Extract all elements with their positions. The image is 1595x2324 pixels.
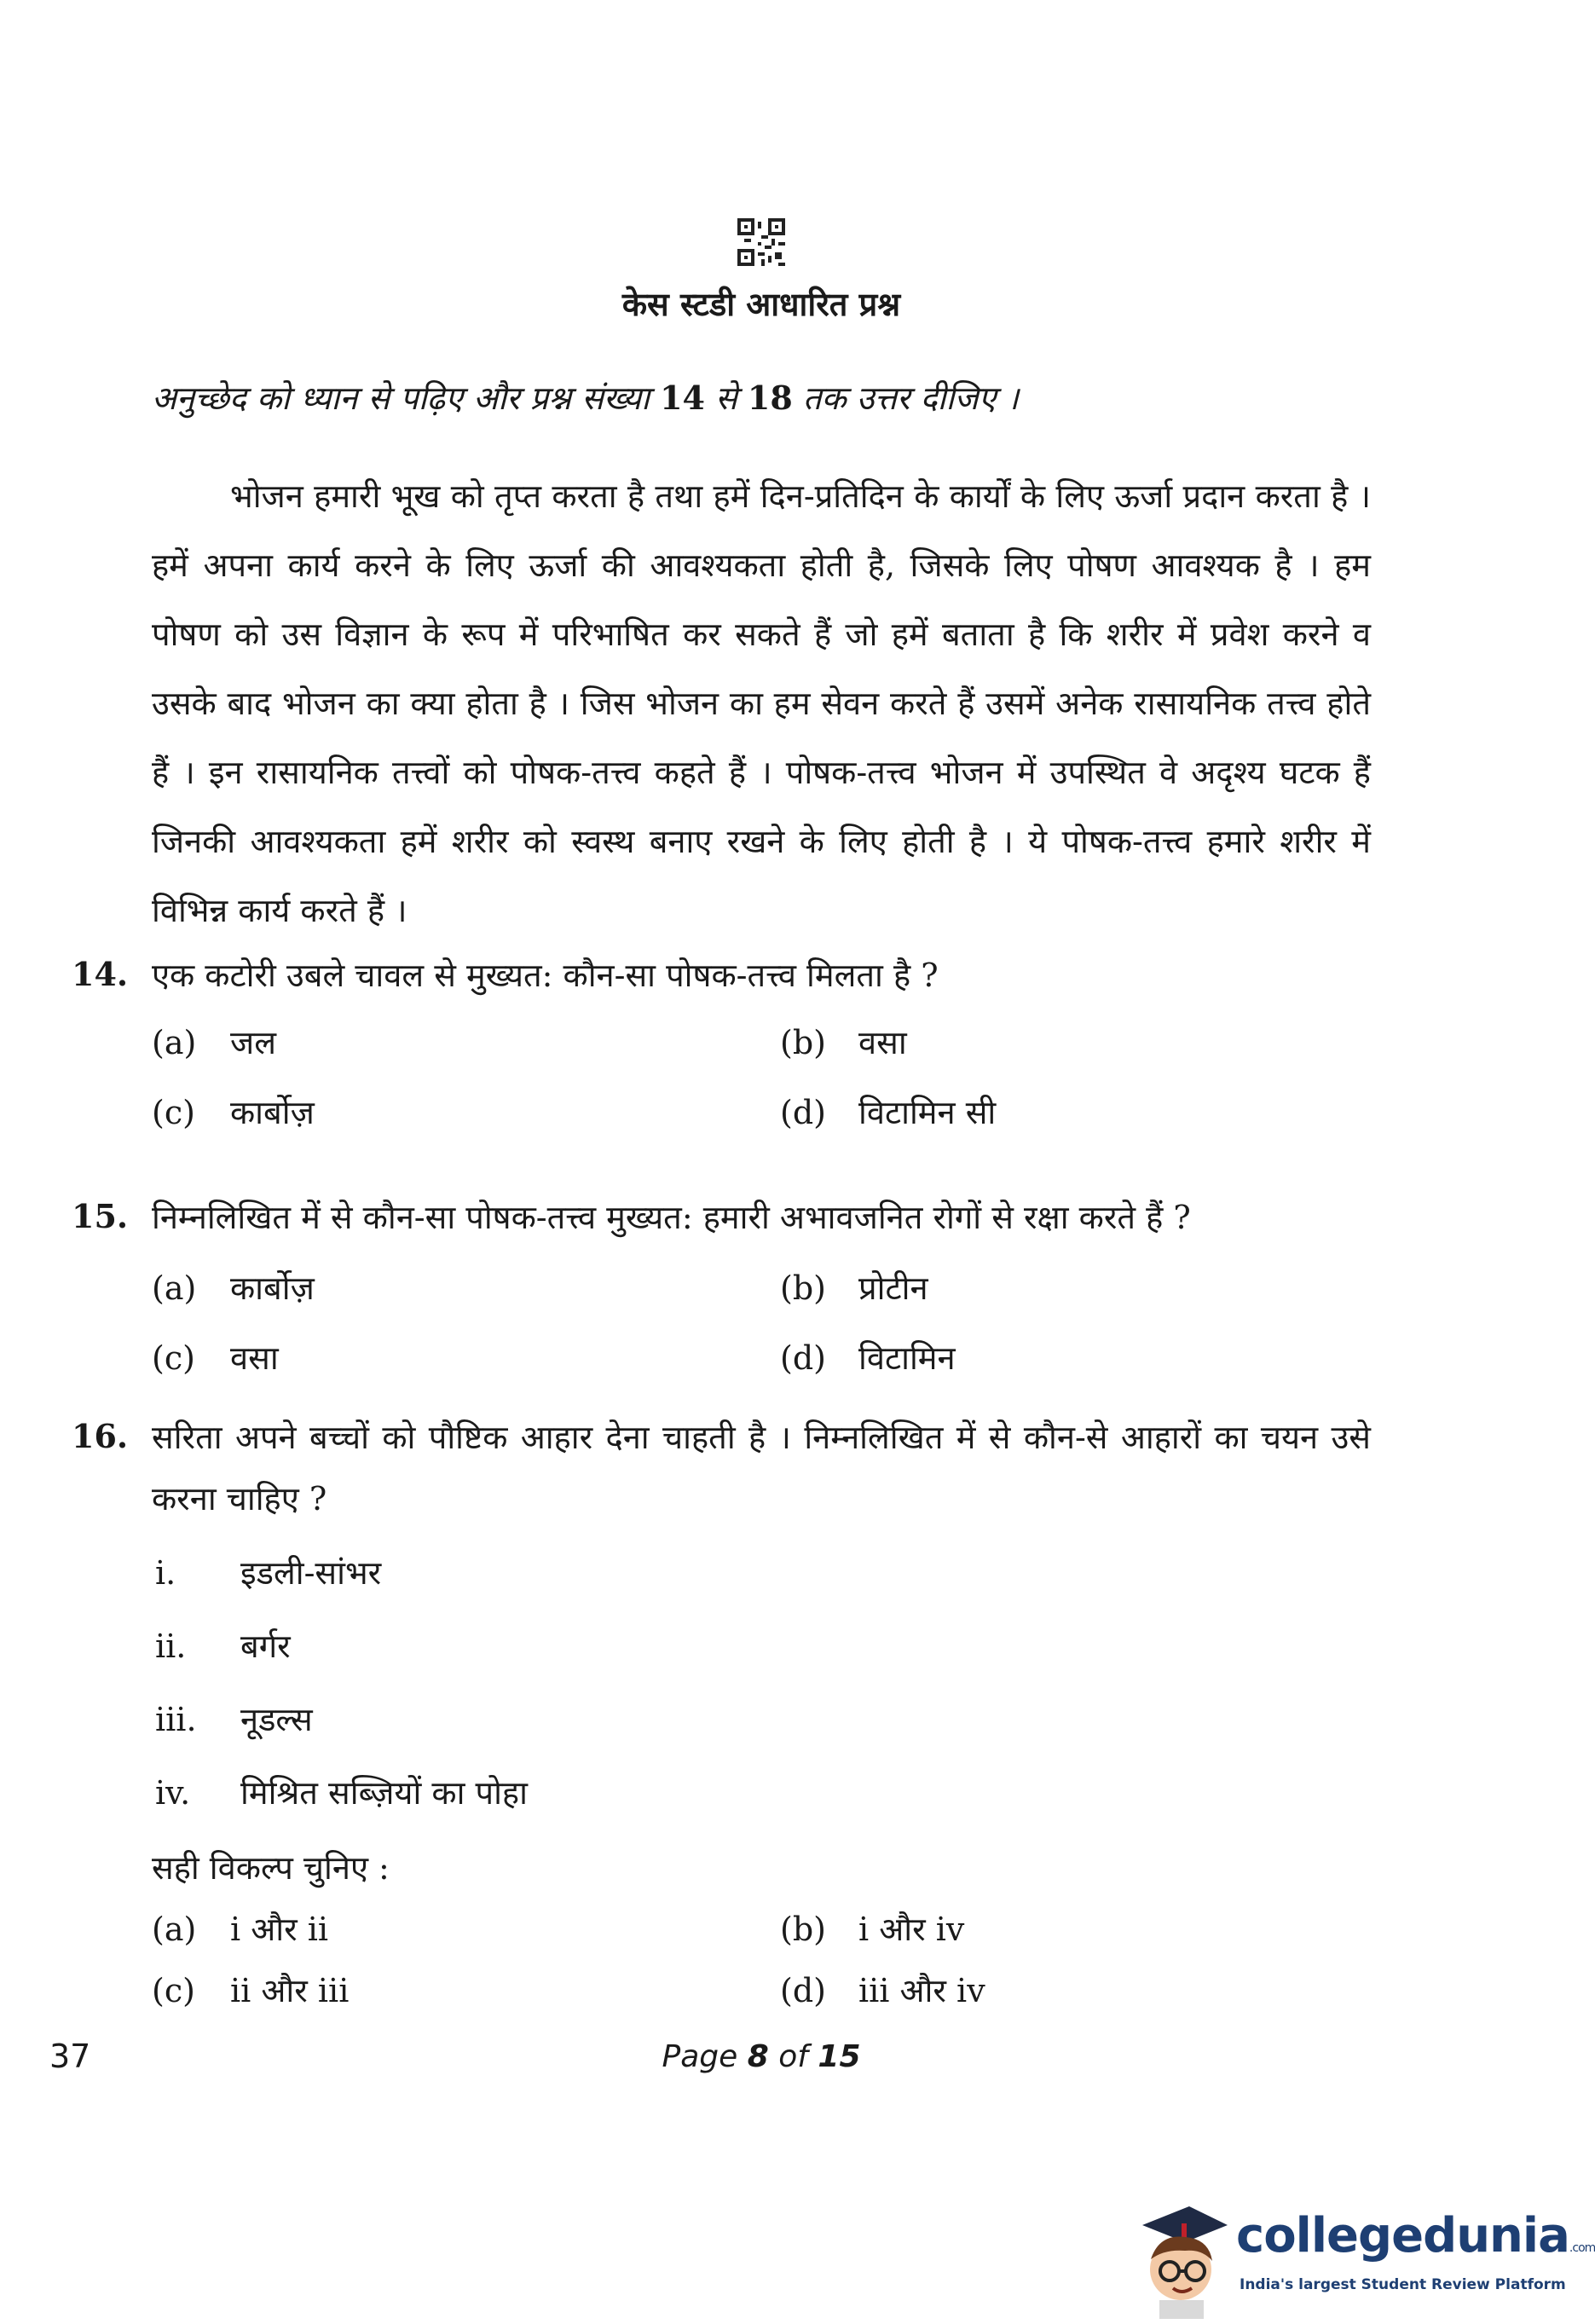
item-label: iv.	[155, 1774, 191, 1812]
option-label: (b)	[780, 1269, 826, 1307]
question-16-option-a[interactable]	[152, 1906, 328, 1951]
question-15-number: 15.	[72, 1197, 129, 1235]
list-item	[155, 1623, 291, 1668]
page-word: Page	[662, 2039, 738, 2074]
option-text: iii और iv	[858, 1972, 985, 2009]
option-text: जल	[230, 1024, 276, 1061]
question-14-option-c[interactable]	[152, 1090, 315, 1134]
option-text: वसा	[858, 1024, 907, 1061]
question-15-option-b[interactable]	[780, 1265, 928, 1309]
question-16-text: सरिता अपने बच्चों को पौष्टिक आहार देना चाहती है । निम्नलिखित में से कौन-से आहारों का चयन उसे करना चाहिए ?	[152, 1419, 1371, 1518]
choose-instruction: सही विकल्प चुनिए :	[152, 1849, 390, 1887]
paper-code: 37	[49, 2038, 91, 2075]
option-text: विटामिन सी	[858, 1094, 997, 1131]
brand-text: collegedunia	[1236, 2208, 1569, 2263]
item-text: मिश्रित सब्ज़ियों का पोहा	[240, 1774, 528, 1812]
instruction-mid: से	[715, 379, 737, 417]
section-title: केस स्टडी आधारित प्रश्न	[621, 285, 901, 323]
option-text: ii और iii	[230, 1972, 350, 2009]
item-label: iii.	[155, 1701, 197, 1738]
question-15-option-c[interactable]	[152, 1335, 279, 1379]
brand-suffix: .com	[1569, 2241, 1595, 2255]
question-14-number: 14.	[72, 955, 129, 993]
question-14-option-d[interactable]	[780, 1090, 996, 1134]
option-text: प्रोटीन	[858, 1269, 928, 1307]
question-15-option-d[interactable]	[780, 1335, 956, 1379]
option-label: (c)	[152, 1972, 195, 2009]
case-study-passage: भोजन हमारी भूख को तृप्त करता है तथा हमें दिन-प्रतिदिन के कार्यों के लिए ऊर्जा प्रदान करता है । हमें अपना कार्य करने के लिए ऊर्जा की आवश्यकता होती है, जिसके लिए पोषण आवश्यक है । हम पोषण को उस विज्ञान के रूप में परिभाषित कर सकते हैं जो हमें बताता है कि शरीर में प्रवेश करने व उसके बाद भोजन का क्या होता है । जिस भोजन का हम सेवन करते हैं उसमें अनेक रासायनिक तत्त्व होते हैं । इन रासायनिक तत्त्वों को पोषक-तत्त्व कहते हैं । पोषक-तत्त्व भोजन में उपस्थित वे अदृश्य घटक हैं जिनकी आवश्यकता हमें शरीर को स्वस्थ बनाए रखने के लिए होती है । ये पोषक-तत्त्व हमारे शरीर में विभिन्न कार्य करते हैं ।	[152, 477, 1371, 929]
page-indicator	[0, 2039, 1523, 2074]
instruction-after: तक उत्तर दीजिए ।	[802, 379, 1020, 417]
question-14-text: एक कटोरी उबले चावल से मुख्यत: कौन-सा पोषक-तत्त्व मिलता है ?	[152, 957, 939, 994]
option-label: (c)	[152, 1339, 195, 1377]
option-text: i और ii	[230, 1911, 329, 1948]
option-text: वसा	[230, 1339, 279, 1377]
question-15-option-a[interactable]	[152, 1265, 315, 1309]
option-label: (a)	[152, 1024, 197, 1061]
option-label: (c)	[152, 1094, 195, 1131]
instruction-to: 18	[747, 379, 793, 417]
of-word: of	[778, 2039, 808, 2074]
item-text: बर्गर	[240, 1627, 291, 1665]
option-text: कार्बोज़	[230, 1094, 315, 1131]
brand-name	[1236, 2208, 1595, 2263]
qr-code-icon	[737, 218, 785, 266]
option-label: (d)	[780, 1972, 826, 2009]
option-text: कार्बोज़	[230, 1269, 315, 1307]
option-label: (a)	[152, 1911, 197, 1948]
list-item	[155, 1770, 528, 1814]
item-label: i.	[155, 1554, 176, 1592]
list-item	[155, 1550, 381, 1594]
student-mascot-icon	[1125, 2200, 1232, 2319]
brand-tagline: India's largest Student Review Platform	[1240, 2276, 1566, 2293]
question-15-text: निम्नलिखित में से कौन-सा पोषक-तत्त्व मुख्यत: हमारी अभावजनित रोगों से रक्षा करते हैं ?	[152, 1199, 1191, 1236]
question-16-option-b[interactable]	[780, 1906, 964, 1951]
page-number: 8	[747, 2039, 769, 2074]
question-16-option-d[interactable]	[780, 1968, 985, 2012]
question-16-number: 16.	[72, 1417, 129, 1455]
item-text: नूडल्स	[240, 1701, 313, 1738]
option-label: (d)	[780, 1339, 826, 1377]
item-label: ii.	[155, 1627, 187, 1665]
option-label: (a)	[152, 1269, 197, 1307]
option-text: विटामिन	[858, 1339, 956, 1377]
page-total: 15	[818, 2039, 861, 2074]
instruction-before: अनुच्छेद को ध्यान से पढ़िए और प्रश्न संख्या	[152, 379, 650, 417]
collegedunia-logo	[1125, 2200, 1595, 2319]
question-16-option-c[interactable]	[152, 1968, 349, 2012]
item-text: इडली-सांभर	[240, 1554, 382, 1592]
list-item	[155, 1697, 313, 1741]
instruction-from: 14	[660, 379, 705, 417]
option-text: i और iv	[858, 1911, 965, 1948]
option-label: (d)	[780, 1094, 826, 1131]
option-label: (b)	[780, 1911, 826, 1948]
question-14-option-a[interactable]	[152, 1020, 276, 1064]
instruction	[152, 375, 1019, 419]
option-label: (b)	[780, 1024, 826, 1061]
question-14-option-b[interactable]	[780, 1020, 907, 1064]
